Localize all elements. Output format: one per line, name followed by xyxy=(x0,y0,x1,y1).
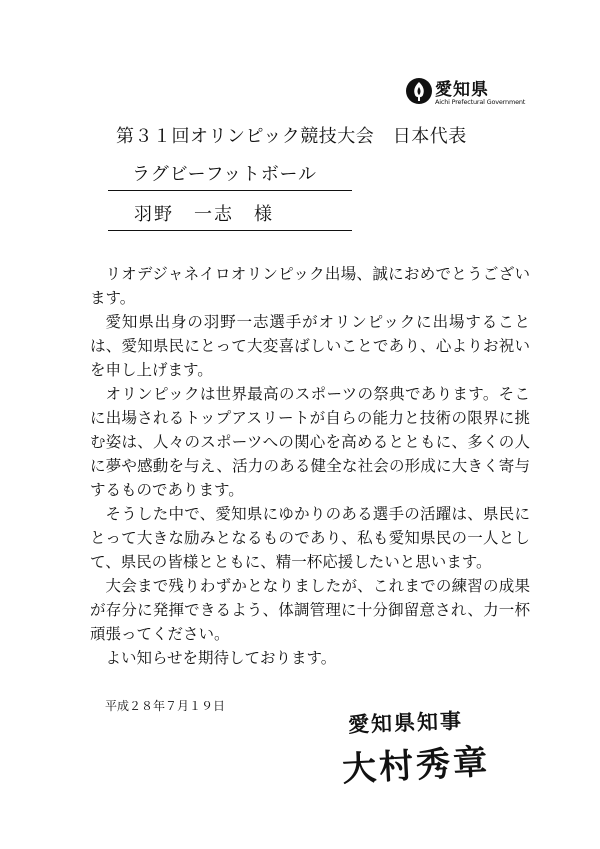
aichi-emblem-icon xyxy=(404,76,434,106)
paragraph-1: リオデジャネイロオリンピック出場、誠におめでとうございます。 xyxy=(90,265,530,307)
prefecture-logo xyxy=(404,74,534,110)
recipient-name: 羽野 一志 様 xyxy=(108,200,352,231)
paragraph-6: よい知らせを期待しております。 xyxy=(105,649,337,667)
logo-name: 愛知県 xyxy=(435,80,489,100)
signature-title: 愛知県知事 xyxy=(347,708,464,737)
event-title: 第３１回オリンピック競技大会 日本代表 xyxy=(116,126,467,147)
logo-subtitle: Aichi Prefectural Government xyxy=(435,98,526,106)
paragraph-2: 愛知県出身の羽野一志選手がオリンピックに出場することは、愛知県民にとって大変喜ばしいことであり、心よりお祝いを申し上げます。 xyxy=(90,313,530,379)
paragraph-3: オリンピックは世界最高のスポーツの祭典であります。そこに出場されるトップアスリートが自らの能力と技術の限界に挑む姿は、人々のスポーツへの関心を高めるとともに、多くの人に夢や感動を与え、活力のある健全な社会の形成に大きく寄与するものであります。 xyxy=(90,385,530,499)
letter-body xyxy=(90,262,530,670)
paragraph-5: 大会まで残りわずかとなりましたが、これまでの練習の成果が存分に発揮できるよう、体調管理に十分御留意され、力一杯頑張ってください。 xyxy=(90,577,530,643)
letter-date: 平成２８年７月１９日 xyxy=(105,699,226,713)
sport-name: ラグビーフットボール xyxy=(108,160,352,191)
signature-name: 大村秀章 xyxy=(341,742,492,790)
paragraph-4: そうした中で、愛知県にゆかりのある選手の活躍は、県民にとって大きな励みとなるものであり、私も愛知県民の一人として、県民の皆様とともに、精一杯応援したいと思います。 xyxy=(90,505,530,571)
